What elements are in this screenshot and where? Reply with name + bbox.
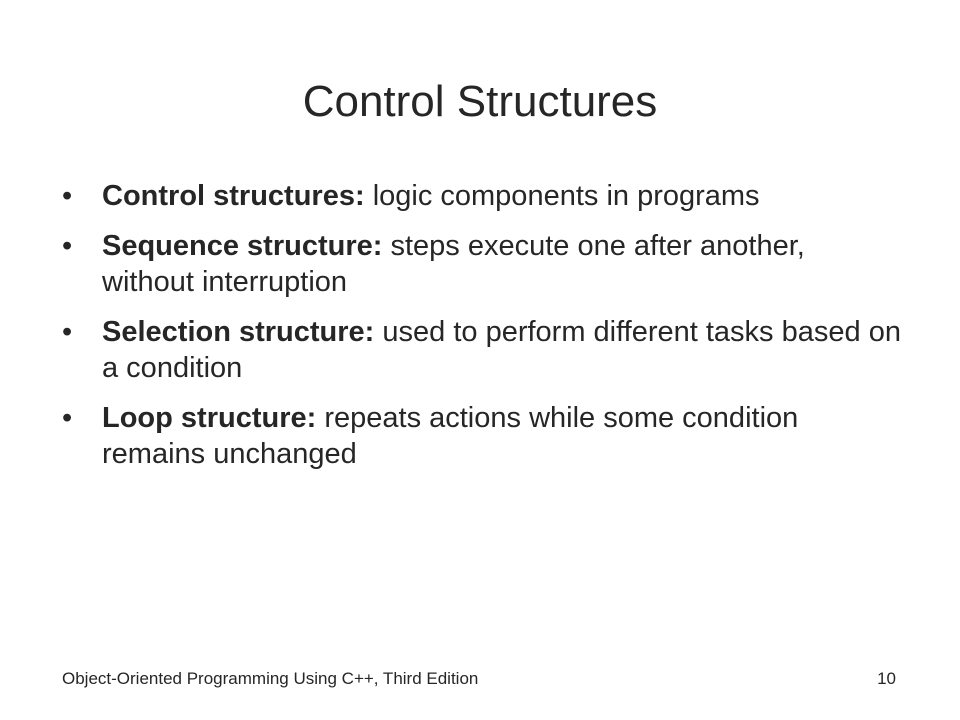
bullet-text: steps execute one after another, without interruption — [102, 230, 805, 298]
bullet-term: Selection structure: — [102, 316, 375, 348]
bullet-text: repeats actions while some condition remains unchanged — [102, 402, 799, 470]
bullet-text: used to perform different tasks based on a condition — [102, 316, 901, 384]
bullet-term: Loop structure: — [102, 402, 317, 434]
bullet-icon: • — [62, 230, 73, 262]
bullet-list — [62, 178, 902, 486]
footer-book-title: Object-Oriented Programming Using C++, Third Edition — [62, 669, 479, 688]
bullet-item-selection-structure — [62, 314, 902, 386]
bullet-term: Sequence structure: — [102, 230, 383, 262]
slide-title: Control Structures — [302, 77, 658, 126]
bullet-item-sequence-structure — [62, 228, 902, 300]
bullet-item-control-structures — [62, 178, 902, 214]
bullet-item-loop-structure — [62, 400, 902, 472]
bullet-text: logic components in programs — [364, 180, 760, 212]
bullet-icon: • — [62, 402, 73, 434]
bullet-icon: • — [62, 180, 73, 212]
bullet-term: Control structures: — [102, 180, 365, 212]
footer-page-number: 10 — [877, 669, 896, 688]
bullet-icon: • — [62, 316, 73, 348]
